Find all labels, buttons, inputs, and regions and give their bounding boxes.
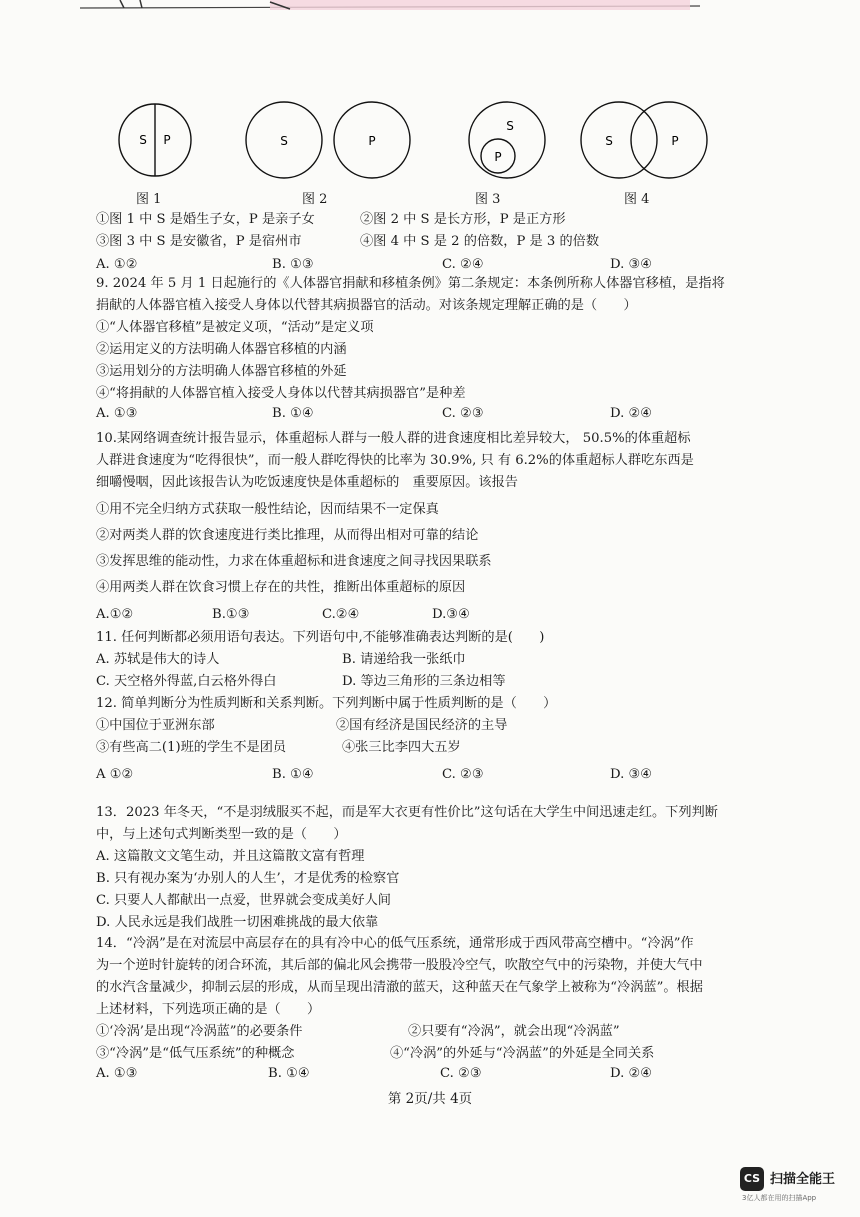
q9-option-a[interactable]: A. ①③: [96, 406, 138, 421]
figure-2: [240, 100, 420, 186]
q14-stem-line-3: 的水汽含量减少，抑制云层的形成，从而呈现出清澈的蓝天，这种蓝天在气象学上被称为“冷涡蓝”。根据: [96, 980, 703, 995]
q10-stem-line-1: 10.某网络调查统计报告显示，体重超标人群与一般人群的进食速度相比差异较大， 50.5%的体重超标: [96, 431, 691, 446]
q10-stem-line-3: 细嚼慢咽，因此该报告认为吃饭速度快是体重超标的 重要原因。该报告: [96, 475, 518, 490]
figure-4-s: S: [605, 134, 613, 148]
figure-1: [110, 100, 200, 186]
q8-item-3: ③图 3 中 S 是安徽省，P 是宿州市: [96, 234, 302, 249]
q13-stem-line-1: 13．2023 年冬天，“不是羽绒服买不起，而是军大衣更有性价比”这句话在大学生中间迅速走红。下列判断: [96, 805, 718, 820]
q14-stem-line-1: 14．“冷涡”是在对流层中高层存在的具有冷中心的低气压系统，通常形成于西风带高空槽中。“冷涡”作: [96, 936, 694, 951]
figure-2-p: P: [368, 134, 376, 148]
page-number: 第 2页/共 4页: [387, 1091, 473, 1107]
q11-option-c[interactable]: C. 天空格外得蓝,白云格外得白: [96, 674, 277, 689]
q14-stem-line-4: 上述材料，下列选项正确的是（ ）: [96, 1002, 321, 1017]
q8-option-d[interactable]: D. ③④: [610, 257, 653, 272]
figure-4-label: 图 4: [624, 192, 650, 207]
camscanner-logo-icon: CS: [740, 1167, 764, 1191]
q10-option-d[interactable]: D.③④: [432, 607, 470, 622]
figure-4-p: P: [671, 134, 679, 148]
figure-1-label: 图 1: [136, 192, 162, 207]
q11-stem: 11. 任何判断都必须用语句表达。下列语句中,不能够准确表达判断的是( ): [96, 630, 545, 645]
figure-2-s: S: [280, 134, 288, 148]
q9-stem-line-1: 9. 2024 年 5 月 1 日起施行的《人体器官捐献和移植条例》第二条规定：本条例所称人体器官移植，是指将: [96, 276, 725, 291]
q13-option-b[interactable]: B. 只有视办案为‘办别人的人生’，才是优秀的检察官: [96, 871, 400, 886]
q12-option-c[interactable]: C. ②③: [442, 767, 484, 782]
q12-item-4: ④张三比李四大五岁: [342, 740, 461, 755]
scan-top-edge: [80, 0, 720, 14]
q14-option-b[interactable]: B. ①④: [268, 1066, 310, 1081]
q14-item-2: ②只要有“冷涡”，就会出现“冷涡蓝”: [408, 1024, 620, 1039]
q8-option-a[interactable]: A. ①②: [96, 257, 138, 272]
q9-item-1: ①“人体器官移植”是被定义项，“活动”是定义项: [96, 320, 374, 335]
q9-option-b[interactable]: B. ①④: [272, 406, 314, 421]
q14-option-d[interactable]: D. ②④: [610, 1066, 653, 1081]
q11-option-d[interactable]: D. 等边三角形的三条边相等: [342, 674, 506, 689]
q10-option-a[interactable]: A.①②: [96, 607, 134, 622]
q12-item-1: ①中国位于亚洲东部: [96, 718, 215, 733]
q10-stem-line-2: 人群进食速度为“吃得很快”，而一般人群吃得快的比率为 30.9%, 只 有 6.2%的体重超标人群吃东西是: [96, 453, 694, 468]
q14-item-4: ④“冷涡”的外延与“冷涡蓝”的外延是全同关系: [390, 1046, 655, 1061]
q12-option-d[interactable]: D. ③④: [610, 767, 653, 782]
q14-item-1: ①‘冷涡’是出现“冷涡蓝”的必要条件: [96, 1024, 303, 1039]
q9-item-3: ③运用划分的方法明确人体器官移植的外延: [96, 364, 347, 379]
q9-option-d[interactable]: D. ②④: [610, 406, 653, 421]
q8-item-1: ①图 1 中 S 是婚生子女，P 是亲子女: [96, 212, 315, 227]
q8-item-4: ④图 4 中 S 是 2 的倍数，P 是 3 的倍数: [360, 234, 600, 249]
q8-option-b[interactable]: B. ①③: [272, 257, 314, 272]
q10-item-1: ①用不完全归纳方式获取一般性结论，因而结果不一定保真: [96, 502, 439, 517]
figure-3: [462, 100, 552, 186]
q10-item-2: ②对两类人群的饮食速度进行类比推理，从而得出相对可靠的结论: [96, 528, 479, 543]
figure-2-label: 图 2: [302, 192, 328, 207]
figure-3-p: P: [494, 150, 502, 164]
q9-item-2: ②运用定义的方法明确人体器官移植的内涵: [96, 342, 347, 357]
q12-item-2: ②国有经济是国民经济的主导: [336, 718, 508, 733]
figure-1-s: S: [139, 133, 147, 147]
q12-option-a[interactable]: A ①②: [96, 767, 134, 782]
q13-option-c[interactable]: C. 只要人人都献出一点爱，世界就会变成美好人间: [96, 893, 391, 908]
q9-stem-line-2: 捐献的人体器官植入接受人身体以代替其病损器官的活动。对该条规定理解正确的是（ ）: [96, 298, 637, 313]
q9-option-c[interactable]: C. ②③: [442, 406, 484, 421]
q8-item-2: ②图 2 中 S 是长方形，P 是正方形: [360, 212, 566, 227]
scanner-tagline: 3亿人都在用的扫描App: [742, 1194, 817, 1202]
q10-item-3: ③发挥思维的能动性，力求在体重超标和进食速度之间寻找因果联系: [96, 554, 492, 569]
scanner-app-name: 扫描全能王: [770, 1172, 836, 1187]
q13-stem-line-2: 中，与上述句式判断类型一致的是（ ）: [96, 827, 347, 842]
q13-option-d[interactable]: D. 人民永远是我们战胜一切困难挑战的最大依靠: [96, 915, 379, 930]
q14-item-3: ③“冷涡”是“低气压系统”的种概念: [96, 1046, 295, 1061]
euler-diagrams: [100, 100, 720, 210]
q11-option-a[interactable]: A. 苏轼是伟大的诗人: [96, 652, 220, 667]
q14-stem-line-2: 为一个逆时针旋转的闭合环流，其后部的偏北风会携带一股股冷空气，吹散空气中的污染物，并使大气中: [96, 958, 703, 973]
figure-4: [577, 100, 717, 186]
q10-item-4: ④用两类人群在饮食习惯上存在的共性，推断出体重超标的原因: [96, 580, 466, 595]
q14-option-a[interactable]: A. ①③: [96, 1066, 138, 1081]
figure-3-label: 图 3: [475, 192, 501, 207]
q11-option-b[interactable]: B. 请递给我一张纸巾: [342, 652, 466, 667]
q8-option-c[interactable]: C. ②④: [442, 257, 484, 272]
figure-3-s: S: [506, 119, 514, 133]
figure-1-p: P: [163, 133, 171, 147]
q12-stem: 12. 简单判断分为性质判断和关系判断。下列判断中属于性质判断的是（ ）: [96, 696, 557, 711]
q13-option-a[interactable]: A. 这篇散文文笔生动，并且这篇散文富有哲理: [96, 849, 365, 864]
q10-option-b[interactable]: B.①③: [212, 607, 250, 622]
q14-option-c[interactable]: C. ②③: [440, 1066, 482, 1081]
scanner-watermark: [740, 1163, 850, 1203]
q10-option-c[interactable]: C.②④: [322, 607, 360, 622]
q12-item-3: ③有些高二(1)班的学生不是团员: [96, 740, 287, 755]
q12-option-b[interactable]: B. ①④: [272, 767, 314, 782]
q9-item-4: ④“将捐献的人体器官植入接受人身体以代替其病损器官”是种差: [96, 386, 466, 401]
